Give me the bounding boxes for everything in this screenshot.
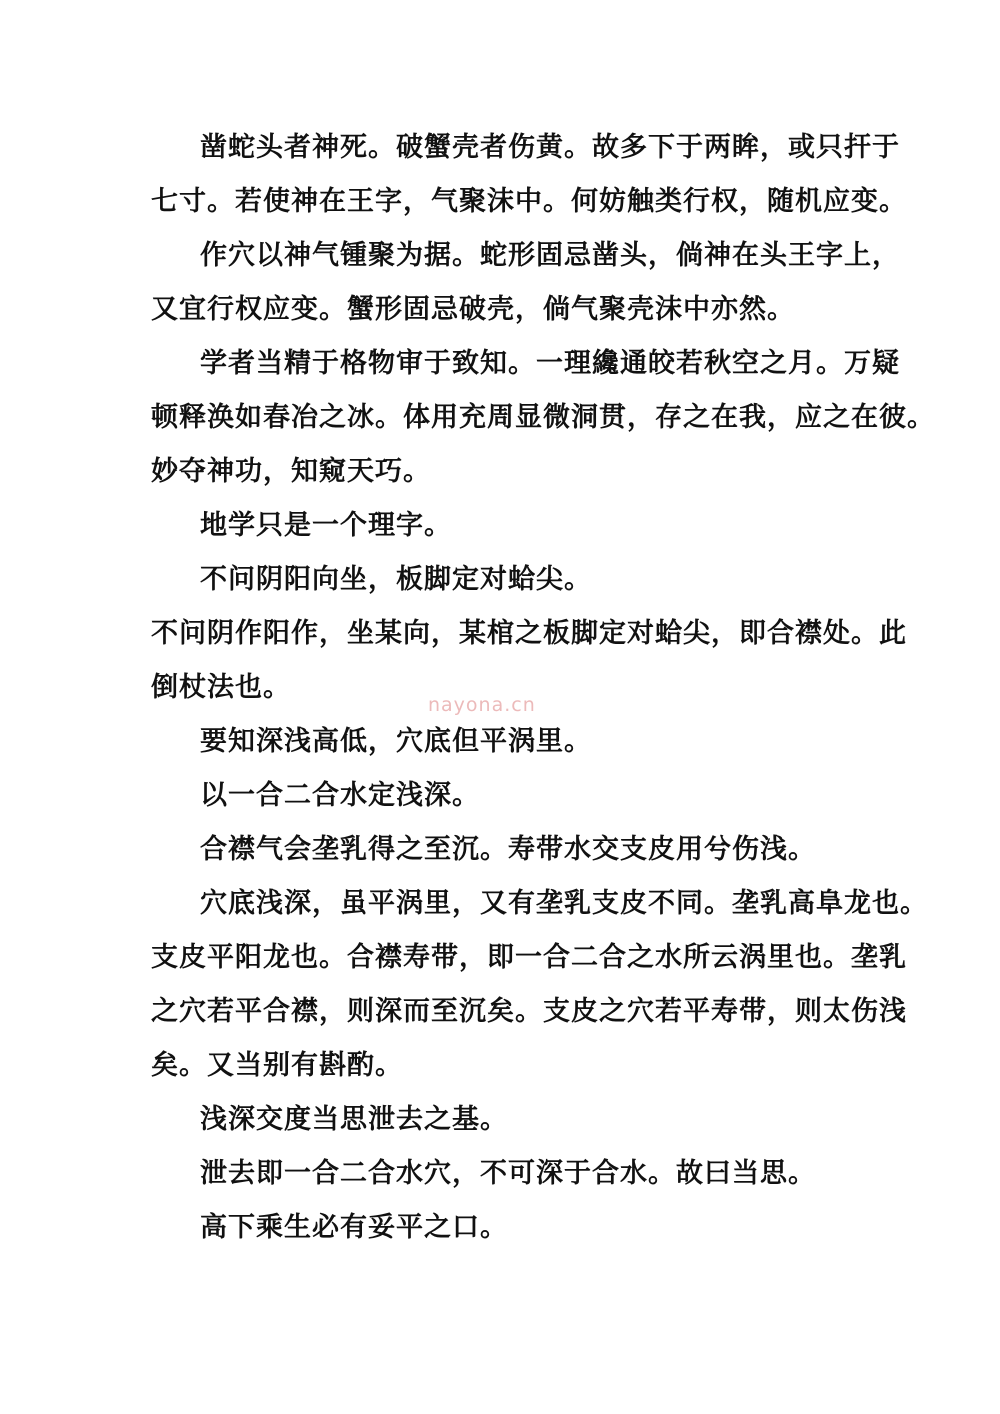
text-line: 穴底浅深，虽平涡里，又有垄乳支皮不同。垄乳高阜龙也。 <box>200 888 928 919</box>
text-line: 泄去即一合二合水穴，不可深于合水。故曰当思。 <box>200 1158 816 1189</box>
text-line: 支皮平阳龙也。合襟寿带，即一合二合之水所云涡里也。垄乳 <box>151 942 907 973</box>
text-line: 合襟气会垄乳得之至沉。寿带水交支皮用兮伤浅。 <box>200 834 816 865</box>
text-line: 浅深交度当思泄去之基。 <box>200 1104 508 1135</box>
text-line: 之穴若平合襟，则深而至沉矣。支皮之穴若平寿带，则太伤浅 <box>151 996 907 1027</box>
text-line: 凿蛇头者神死。破蟹壳者伤黄。故多下于两眸，或只扞于 <box>200 132 900 163</box>
text-line: 学者当精于格物审于致知。一理纔通皎若秋空之月。万疑 <box>200 348 900 379</box>
text-line: 矣。又当别有斟酌。 <box>151 1050 403 1081</box>
text-line: 以一合二合水定浅深。 <box>200 780 480 811</box>
text-line: 妙夺神功，知窥天巧。 <box>151 456 431 487</box>
text-line: 七寸。若使神在王字，气聚沫中。何妨触类行权，随机应变。 <box>151 186 907 217</box>
text-line: 顿释涣如春冶之冰。体用充周显微洞贯，存之在我，应之在彼。 <box>151 402 935 433</box>
text-line: 要知深浅高低，穴底但平涡里。 <box>200 726 592 757</box>
text-line: 不问阴作阳作，坐某向，某棺之板脚定对蛤尖，即合襟处。此 <box>151 618 907 649</box>
text-line: 又宜行权应变。蟹形固忌破壳，倘气聚壳沫中亦然。 <box>151 294 795 325</box>
watermark: nayona.cn <box>428 694 536 716</box>
text-line: 不问阴阳向坐，板脚定对蛤尖。 <box>200 564 592 595</box>
text-line: 倒杖法也。 <box>151 672 291 703</box>
text-line: 地学只是一个理字。 <box>200 510 452 541</box>
text-line: 作穴以神气锺聚为据。蛇形固忌凿头，倘神在头王字上， <box>200 240 900 271</box>
text-line: 高下乘生必有妥平之口。 <box>200 1212 508 1243</box>
